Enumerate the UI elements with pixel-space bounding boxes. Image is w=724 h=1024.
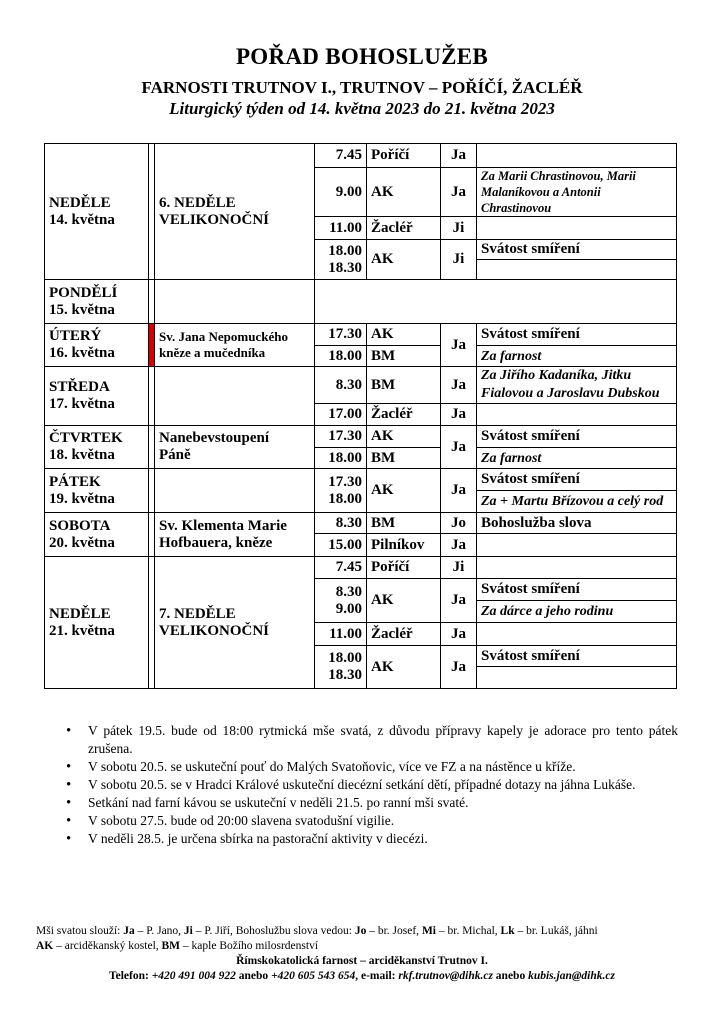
note-cell: Za + Martu Břízovou a celý rod <box>477 491 677 513</box>
celebrant-cell: Ji <box>441 557 477 579</box>
day-cell: NEDĚLE 14. května <box>45 144 149 280</box>
email-link[interactable]: kubis.jan@dihk.cz <box>528 970 615 982</box>
table-row <box>45 144 677 168</box>
table-row <box>45 324 677 346</box>
week-range: Liturgický týden od 14. května 2023 do 21. května 2023 <box>169 99 555 118</box>
note-cell <box>477 144 677 168</box>
time-cell: 11.00 <box>315 623 367 646</box>
celebrant-cell: Ji <box>441 240 477 280</box>
celebrant-cell: Ja <box>441 367 477 404</box>
day-cell: PÁTEK 19. května <box>45 469 149 513</box>
celebrant-cell: Ja <box>441 579 477 623</box>
celebrant-cell: Ja <box>441 404 477 426</box>
note-cell: Za Marii Chrastinovou, Marii Malaníkovou a Antonii Chrastinovou <box>477 168 677 217</box>
feast-cell: Sv. Jana Nepomuckého kněze a mučedníka <box>155 324 315 367</box>
celebrant-cell: Jo <box>441 513 477 534</box>
table-row <box>45 280 677 324</box>
list-item: • V sobotu 27.5. bude od 20:00 slavena svatodušní vigilie. <box>66 812 678 830</box>
time-cell: 9.00 <box>315 168 367 217</box>
celebrant-cell: Ja <box>441 324 477 367</box>
list-item: • V neděli 28.5. je určena sbírka na pastorační aktivity v diecézi. <box>66 830 678 848</box>
table-row <box>45 557 677 579</box>
empty-cell <box>315 280 677 324</box>
feast-cell <box>155 280 315 324</box>
table-row <box>45 426 677 448</box>
place-cell: AK <box>367 324 441 346</box>
place-cell: BM <box>367 346 441 367</box>
feast-cell: Nanebevstoupení Páně <box>155 426 315 469</box>
place-cell: Poříčí <box>367 144 441 168</box>
day-cell: ČTVRTEK 18. května <box>45 426 149 469</box>
time-cell: 18.00 18.30 <box>315 646 367 689</box>
note-cell <box>477 404 677 426</box>
celebrant-cell: Ja <box>441 646 477 689</box>
place-cell: AK <box>367 469 441 513</box>
day-cell: PONDĚLÍ 15. května <box>45 280 149 324</box>
announcements-list <box>66 722 678 848</box>
parish-subtitle: FARNOSTI TRUTNOV I., TRUTNOV – POŘÍČÍ, ŽACLÉŘ <box>141 78 583 97</box>
list-item: • V pátek 19.5. bude od 18:00 rytmická mše svatá, z důvodu přípravy kapely je adorace pro tento pátek zrušena. <box>66 722 678 758</box>
time-cell: 7.45 <box>315 144 367 168</box>
note-cell <box>477 557 677 579</box>
list-item: • V sobotu 20.5. se uskuteční pouť do Malých Svatoňovic, více ve FZ a na nástěnce u kříže. <box>66 758 678 776</box>
list-item: • Setkání nad farní kávou se uskuteční v neděli 21.5. po ranní mši svaté. <box>66 794 678 812</box>
note-cell: Za farnost <box>477 448 677 469</box>
place-cell: AK <box>367 646 441 689</box>
time-cell: 17.30 18.00 <box>315 469 367 513</box>
note-cell <box>477 534 677 557</box>
place-cell: Pilníkov <box>367 534 441 557</box>
email-link[interactable]: rkf.trutnov@dihk.cz <box>398 970 493 982</box>
day-cell: SOBOTA 20. května <box>45 513 149 557</box>
time-cell: 17.30 <box>315 324 367 346</box>
table-row <box>45 513 677 534</box>
celebrant-cell: Ja <box>441 426 477 469</box>
time-cell: 8.30 <box>315 513 367 534</box>
time-cell: 17.30 <box>315 426 367 448</box>
time-cell: 18.00 <box>315 346 367 367</box>
footer-legend-places: AK – arciděkanský kostel, BM – kaple Božího milosrdenství <box>36 940 319 952</box>
place-cell: Žacléř <box>367 623 441 646</box>
time-cell: 8.30 9.00 <box>315 579 367 623</box>
place-cell: Žacléř <box>367 217 441 240</box>
footer <box>36 924 688 984</box>
footer-contact: Telefon: +420 491 004 922 anebo +420 605 543 654, e-mail: rkf.trutnov@dihk.cz anebo kubis.jan@dihk.cz <box>109 970 615 982</box>
footer-organization: Římskokatolická farnost – arciděkanství Trutnov I. <box>236 955 488 967</box>
celebrant-cell: Ja <box>441 469 477 513</box>
feast-cell: 7. NEDĚLE VELIKONOČNÍ <box>155 557 315 689</box>
celebrant-cell: Ja <box>441 623 477 646</box>
schedule-table <box>44 143 677 689</box>
place-cell: BM <box>367 513 441 534</box>
footer-legend-celebrants: Mši svatou slouží: Ja – P. Jano, Ji – P. Jiří, Bohoslužbu slova vedou: Jo – br. Josef, Mi – br. Michal, Lk – br. Lukáš, jáhni <box>36 925 598 937</box>
page-title: POŘAD BOHOSLUŽEB <box>235 44 489 69</box>
note-cell: Svátost smíření <box>477 579 677 601</box>
day-cell: ÚTERÝ 16. května <box>45 324 149 367</box>
note-cell: Svátost smíření <box>477 324 677 346</box>
note-cell <box>477 623 677 646</box>
list-item: • V sobotu 20.5. se v Hradci Králové uskuteční diecézní setkání dětí, případné dotazy na jáhna Lukáše. <box>66 776 678 794</box>
feast-cell <box>155 367 315 426</box>
feast-cell: 6. NEDĚLE VELIKONOČNÍ <box>155 144 315 280</box>
day-cell: NEDĚLE 21. května <box>45 557 149 689</box>
celebrant-cell: Ja <box>441 144 477 168</box>
time-cell: 7.45 <box>315 557 367 579</box>
time-cell: 8.30 <box>315 367 367 404</box>
note-cell: Za farnost <box>477 346 677 367</box>
time-cell: 15.00 <box>315 534 367 557</box>
note-cell: Svátost smíření <box>477 426 677 448</box>
note-cell: Za Jiřího Kadaníka, Jitku Fialovou a Jaroslavu Dubskou <box>477 367 677 404</box>
place-cell: AK <box>367 426 441 448</box>
celebrant-cell: Ja <box>441 534 477 557</box>
time-cell: 11.00 <box>315 217 367 240</box>
place-cell: Žacléř <box>367 404 441 426</box>
place-cell: AK <box>367 168 441 217</box>
place-cell: BM <box>367 448 441 469</box>
time-cell: 17.00 <box>315 404 367 426</box>
place-cell: Poříčí <box>367 557 441 579</box>
celebrant-cell: Ja <box>441 168 477 217</box>
time-cell: 18.00 18.30 <box>315 240 367 280</box>
table-row <box>45 367 677 404</box>
feast-cell <box>155 469 315 513</box>
note-cell <box>477 667 677 689</box>
place-cell: AK <box>367 240 441 280</box>
note-cell <box>477 217 677 240</box>
note-cell: Svátost smíření <box>477 240 677 260</box>
day-cell: STŘEDA 17. května <box>45 367 149 426</box>
place-cell: BM <box>367 367 441 404</box>
note-cell: Svátost smíření <box>477 469 677 491</box>
celebrant-cell: Ji <box>441 217 477 240</box>
place-cell: AK <box>367 579 441 623</box>
note-cell: Bohoslužba slova <box>477 513 677 534</box>
feast-cell: Sv. Klementa Marie Hofbauera, kněze <box>155 513 315 557</box>
note-cell <box>477 260 677 280</box>
note-cell: Za dárce a jeho rodinu <box>477 601 677 623</box>
time-cell: 18.00 <box>315 448 367 469</box>
note-cell: Svátost smíření <box>477 646 677 667</box>
table-row <box>45 469 677 491</box>
